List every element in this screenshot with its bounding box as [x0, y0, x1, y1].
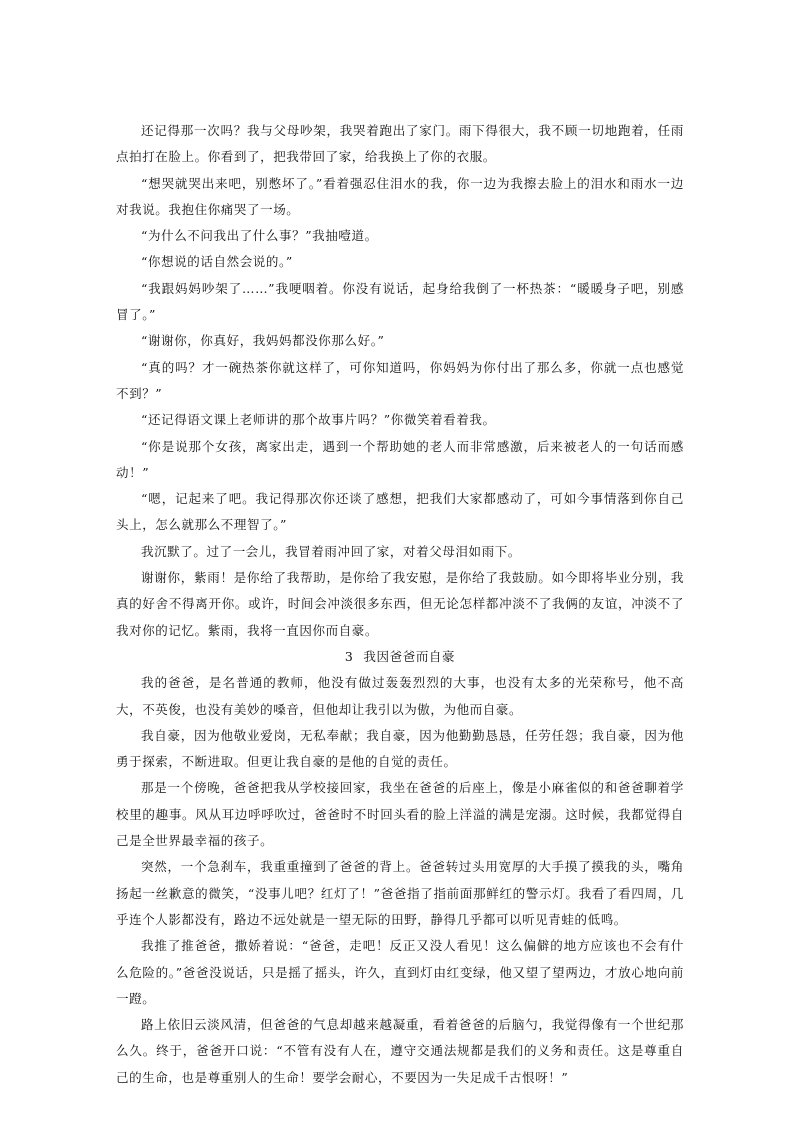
section-heading — [116, 644, 684, 670]
paragraph: “真的吗？才一碗热茶你就这样了，可你知道吗，你妈妈为你付出了那么多，你就一点也感觉不到？” — [116, 359, 684, 401]
paragraph: 谢谢你，紫雨！是你给了我帮助，是你给了我安慰，是你给了我鼓励。如今即将毕业分别，我真的好舍不得离开你。或许，时间会冲淡很多东西，但无论怎样都冲淡不了我俩的友谊，冲淡不了我对你的记忆。紫雨，我将一直因你而自豪。 — [116, 570, 684, 638]
paragraph: 我自豪，因为他敬业爱岗，无私奉献；我自豪，因为他勤勤恳恳，任劳任怨；我自豪，因为他勇于探索，不断进取。但更让我自豪的是他的自觉的责任。 — [116, 727, 684, 770]
paragraph: 那是一个傍晚，爸爸把我从学校接回家，我坐在爸爸的后座上，像是小麻雀似的和爸爸聊着学校里的趣事。风从耳边呼呼吹过，爸爸时不时回头看的脸上洋溢的满是宠溺。这时候，我都觉得自己是全世界最幸福的孩子。 — [116, 780, 684, 849]
paragraph: “我跟妈妈吵架了……”我哽咽着。你没有说话，起身给我倒了一杯热茶：“暖暖身子吧，别感冒了。” — [116, 280, 684, 323]
paragraph: 我的爸爸，是名普通的教师，他没有做过轰轰烈烈的大事，也没有太多的光荣称号，他不高大，不英俊，也没有美妙的嗓音，但他却让我引以为傲，为他而自豪。 — [116, 675, 684, 717]
document-body — [116, 118, 684, 1091]
paragraph: “为什么不问我出了什么事？”我抽噎道。 — [141, 228, 378, 244]
paragraph: “想哭就哭出来吧，别憋坏了。”看着强忍住泪水的我，你一边为我擦去脸上的泪水和雨水一边对我说。我抱住你痛哭了一场。 — [116, 175, 684, 217]
paragraph: “嗯，记起来了吧。我记得那次你还谈了感想，把我们大家都感动了，可如今事情落到你自己头上，怎么就那么不理智了。” — [116, 491, 684, 533]
paragraph: “还记得语文课上老师讲的那个故事片吗？”你微笑着看着我。 — [141, 412, 496, 428]
paragraph: “你是说那个女孩，离家出走，遇到一个帮助她的老人而非常感激，后来被老人的一句话而感动！” — [116, 438, 684, 480]
section-title: 我因爸爸而自豪 — [363, 648, 456, 664]
paragraph: 路上依旧云淡风清，但爸爸的气息却越来越凝重，看着爸爸的后脑勺，我觉得像有一个世纪那么久。终于，爸爸开口说：“不管有没有人在，遵守交通法规都是我们的义务和责任。这是尊重自己的生命，也是尊重别人的生命！要学会耐心，不要因为一失足成千古恨呀！” — [116, 1017, 684, 1085]
paragraph: “你想说的话自然会说的。” — [141, 254, 293, 270]
paragraph: 我推了推爸爸，撒娇着说：“爸爸，走吧！反正又没人看见！这么偏僻的地方应该也不会有什么危险的。”爸爸没说话，只是摇了摇头，许久，直到灯由红变绿，他又望了望两边，才放心地向前一蹬。 — [116, 938, 684, 1006]
paragraph: “谢谢你，你真好，我妈妈都没你那么好。” — [141, 333, 385, 349]
paragraph: 突然，一个急刹车，我重重撞到了爸爸的背上。爸爸转过头用宽厚的大手摸了摸我的头，嘴角扬起一丝歉意的微笑，“没事儿吧？红灯了！”爸爸指了指前面那鲜红的警示灯。我看了看四周，几乎连个人影都没有，路边不远处就是一望无际的田野，静得几乎都可以听见青蛙的低鸣。 — [116, 859, 684, 927]
section-number: 3 — [344, 648, 354, 664]
paragraph: 还记得那一次吗？我与父母吵架，我哭着跑出了家门。雨下得很大，我不顾一切地跑着，任雨点拍打在脸上。你看到了，把我带回了家，给我换上了你的衣服。 — [116, 123, 684, 165]
paragraph: 我沉默了。过了一会儿，我冒着雨冲回了家，对着父母泪如雨下。 — [141, 543, 521, 559]
